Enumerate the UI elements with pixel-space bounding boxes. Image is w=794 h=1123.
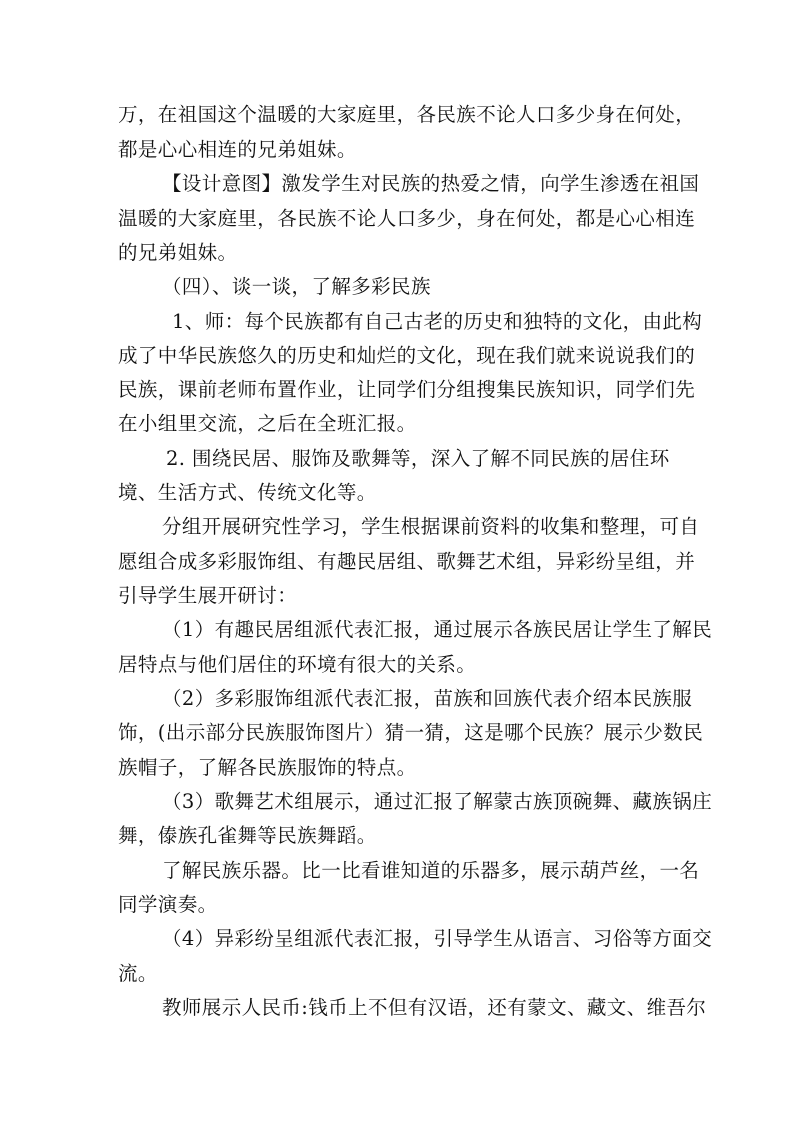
text-line: 境、生活方式、传统文化等。	[118, 481, 377, 504]
text-line: 温暖的大家庭里，各民族不论人口多少，身在何处，都是心心相连	[118, 207, 696, 230]
text-line: 居特点与他们居住的环境有很大的关系。	[118, 653, 477, 676]
design-intent-line: 【设计意图】激发学生对民族的热爱之情，向学生渗透在祖国	[162, 172, 700, 195]
text-line: （2）多彩服饰组派代表汇报，苗族和回族代表介绍本民族服	[162, 687, 693, 710]
text-line: 了解民族乐器。比一比看谁知道的乐器多，展示葫芦丝，一名	[162, 859, 700, 882]
text-line: （4）异彩纷呈组派代表汇报，引导学生从语言、习俗等方面交	[162, 927, 713, 950]
text-line: 舞，傣族孔雀舞等民族舞蹈。	[118, 824, 377, 847]
text-line: （1）有趣民居组派代表汇报，通过展示各族民居让学生了解民	[162, 618, 713, 641]
text-line: 在小组里交流，之后在全班汇报。	[118, 412, 417, 435]
text-line: 万，在祖国这个温暖的大家庭里，各民族不论人口多少身在何处，	[118, 103, 696, 126]
text-line: 族帽子，了解各民族服饰的特点。	[118, 756, 417, 779]
text-line: 饰，(出示部分民族服饰图片）猜一猜，这是哪个民族？展示少数民	[118, 721, 704, 744]
text-line: 1、师：每个民族都有自己古老的历史和独特的文化，由此构	[172, 310, 703, 333]
text-line: 都是心心相连的兄弟姐妹。	[118, 138, 357, 161]
text-line: 流。	[118, 962, 158, 985]
text-line: 分组开展研究性学习，学生根据课前资料的收集和整理，可自	[162, 515, 700, 538]
text-line: 民族，课前老师布置作业，让同学们分组搜集民族知识，同学们先	[118, 378, 696, 401]
text-line: 成了中华民族悠久的历史和灿烂的文化，现在我们就来说说我们的	[118, 344, 696, 367]
text-line: 2. 围绕民居、服饰及歌舞等，深入了解不同民族的居住环	[166, 447, 670, 470]
text-line: 愿组合成多彩服饰组、有趣民居组、歌舞艺术组，异彩纷呈组，并	[118, 550, 696, 573]
text-line: 同学演奏。	[118, 893, 218, 916]
text-line: 教师展示人民币:钱币上不但有汉语，还有蒙文、藏文、维吾尔	[162, 996, 707, 1019]
text-line: 引导学生展开研讨：	[118, 584, 298, 607]
text-line: 的兄弟姐妹。	[118, 241, 238, 264]
text-line: （3）歌舞艺术组展示，通过汇报了解蒙古族顶碗舞、藏族锅庄	[162, 790, 713, 813]
section-heading: （四）、谈一谈，了解多彩民族	[162, 275, 431, 298]
